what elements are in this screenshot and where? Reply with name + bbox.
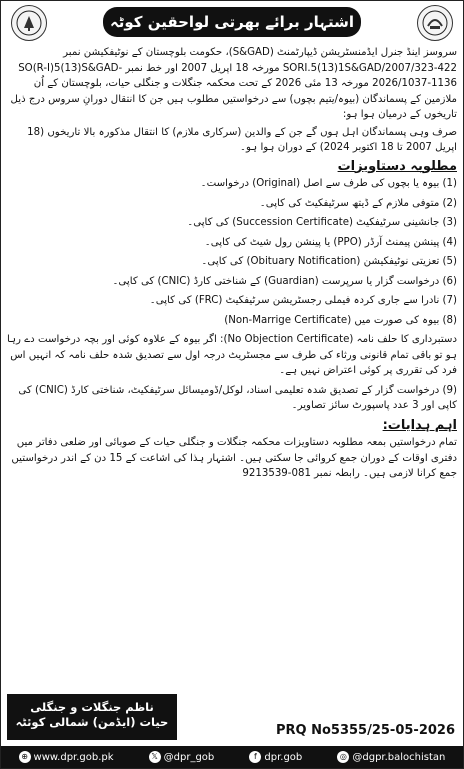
office-line-1: ناظم جنگلات و جنگلی <box>30 700 154 714</box>
office-signature-block <box>7 694 177 740</box>
document-item-9: (9) درخواست گزار کے تصدیق شدہ تعلیمی اسناد، لوکل/ڈومیسائل سرٹیفکیٹ، شناختی کارڈ (CNIC) کی کاپی اور 3 عدد پاسپورٹ سائز تصاویر۔ <box>18 384 457 411</box>
document-item-1: (1) بیوہ یا بچوں کی طرف سے اصل (Original) درخواست۔ <box>200 178 457 189</box>
government-seal-logo <box>417 5 453 41</box>
social-label: @dgpr.balochistan <box>352 751 446 763</box>
document-item-4: (4) پینشن پیمنٹ آرڈر (PPO) یا پینشن رول شیٹ کی کاپی۔ <box>204 236 457 248</box>
x-icon: 𝕏 <box>149 751 161 763</box>
social-facebook[interactable] <box>249 751 302 763</box>
globe-icon: ⊕ <box>19 751 31 763</box>
office-line-2: حیات (ایڈمن) شمالی کوئٹہ <box>15 715 169 729</box>
eligibility-paragraph: صرف وہی پسماندگان اہل ہوں گے جن کے والدین (سرکاری ملازم) کا انتقال مذکورہ بالا تاریخوں (18 اپریل 2007 تا 18 اکتوبر 2024) کے دوران ہوا ہو۔ <box>27 126 457 153</box>
social-instagram[interactable] <box>337 751 445 763</box>
instructions-heading: اہم ہدایات: <box>382 417 457 433</box>
advertisement-body <box>7 45 457 484</box>
social-label: dpr.gob <box>264 751 303 763</box>
social-label: www.dpr.gob.pk <box>33 751 114 763</box>
document-item-5: (5) تعزیتی نوٹیفکیشن (Obituary Notification) کی کاپی۔ <box>201 256 457 267</box>
header <box>5 5 459 39</box>
instructions-text: تمام درخواستیں بمعہ مطلوبہ دستاویزات محکمہ جنگلات و جنگلی حیات کے صوبائی اور ضلعی دفاتر میں دفتری اوقات کے دوران جمع کروائی جا سکتی ہیں۔ اشتہار ہذا کی اشاعت کے 15 دن کے اندر درخواستیں جمع کرانا لازمی ہیں۔ رابطہ نمبر 081-9213539 <box>11 437 457 479</box>
social-label: @dpr_gob <box>163 751 215 763</box>
document-item-2: (2) متوفی ملازم کے ڈیتھ سرٹیفکیٹ کی کاپی۔ <box>259 197 457 209</box>
social-x[interactable] <box>149 751 215 763</box>
document-item-8: (8) بیوہ کی صورت میں (Non-Marrige Certificate) <box>224 314 457 326</box>
intro-paragraph: سروسز اینڈ جنرل ایڈمنسٹریشن ڈیپارٹمنٹ (S&GAD)، حکومت بلوچستان کے نوٹیفکیشن نمبر SORI.5(13)1S&GAD/2007/323-422 مورخہ 18 اپریل 2007 اور خط نمبر SO(R-I)5(13)S&GAD-2026/1037-1136 مورخہ 13 مئی 2026 کے تحت محکمہ جنگلات و جنگلی حیات، بلوچستان کے اُن ملازمین کے پسماندگان (بیوہ/یتیم بچوں) سے درخواستیں مطلوب ہیں جن کا انتقال دورانِ سروس درج ذیل تاریخوں کے درمیان ہوا ہو: <box>10 47 457 120</box>
facebook-icon: f <box>249 751 261 763</box>
social-website[interactable] <box>19 751 114 763</box>
documents-list <box>7 176 457 414</box>
forest-department-logo <box>11 5 47 41</box>
social-bar <box>1 746 463 768</box>
prq-number: PRQ No5355/25-05-2026 <box>275 723 455 738</box>
noc-item: دستبرداری کا حلف نامہ (No Objection Certificate): اگر بیوہ کے علاوہ کوئی اور بچہ درخواست دے رہا ہو تو باقی تمام قانونی ورثاء کی طرف سے مجسٹریٹ درجہ اول سے تصدیق شدہ حلف نامہ کہ انہیں اس فرد کی تقرری پر کوئی اعتراض نہیں ہے۔ <box>6 334 457 376</box>
documents-heading: مطلوبہ دستاویزات <box>337 158 457 174</box>
document-item-6: (6) درخواست گزار یا سرپرست (Guardian) کے شناختی کارڈ (CNIC) کی کاپی۔ <box>112 275 457 287</box>
document-item-7: (7) نادرا سے جاری کردہ فیملی رجسٹریشن سرٹیفکیٹ (FRC) کی کاپی۔ <box>149 295 457 306</box>
instagram-icon: ◎ <box>337 751 349 763</box>
page-title: اشتہار برائے بھرتی لواحقین کوٹہ <box>103 7 361 37</box>
document-item-3: (3) جانشینی سرٹیفکیٹ (Succession Certificate) کی کاپی۔ <box>187 217 457 228</box>
